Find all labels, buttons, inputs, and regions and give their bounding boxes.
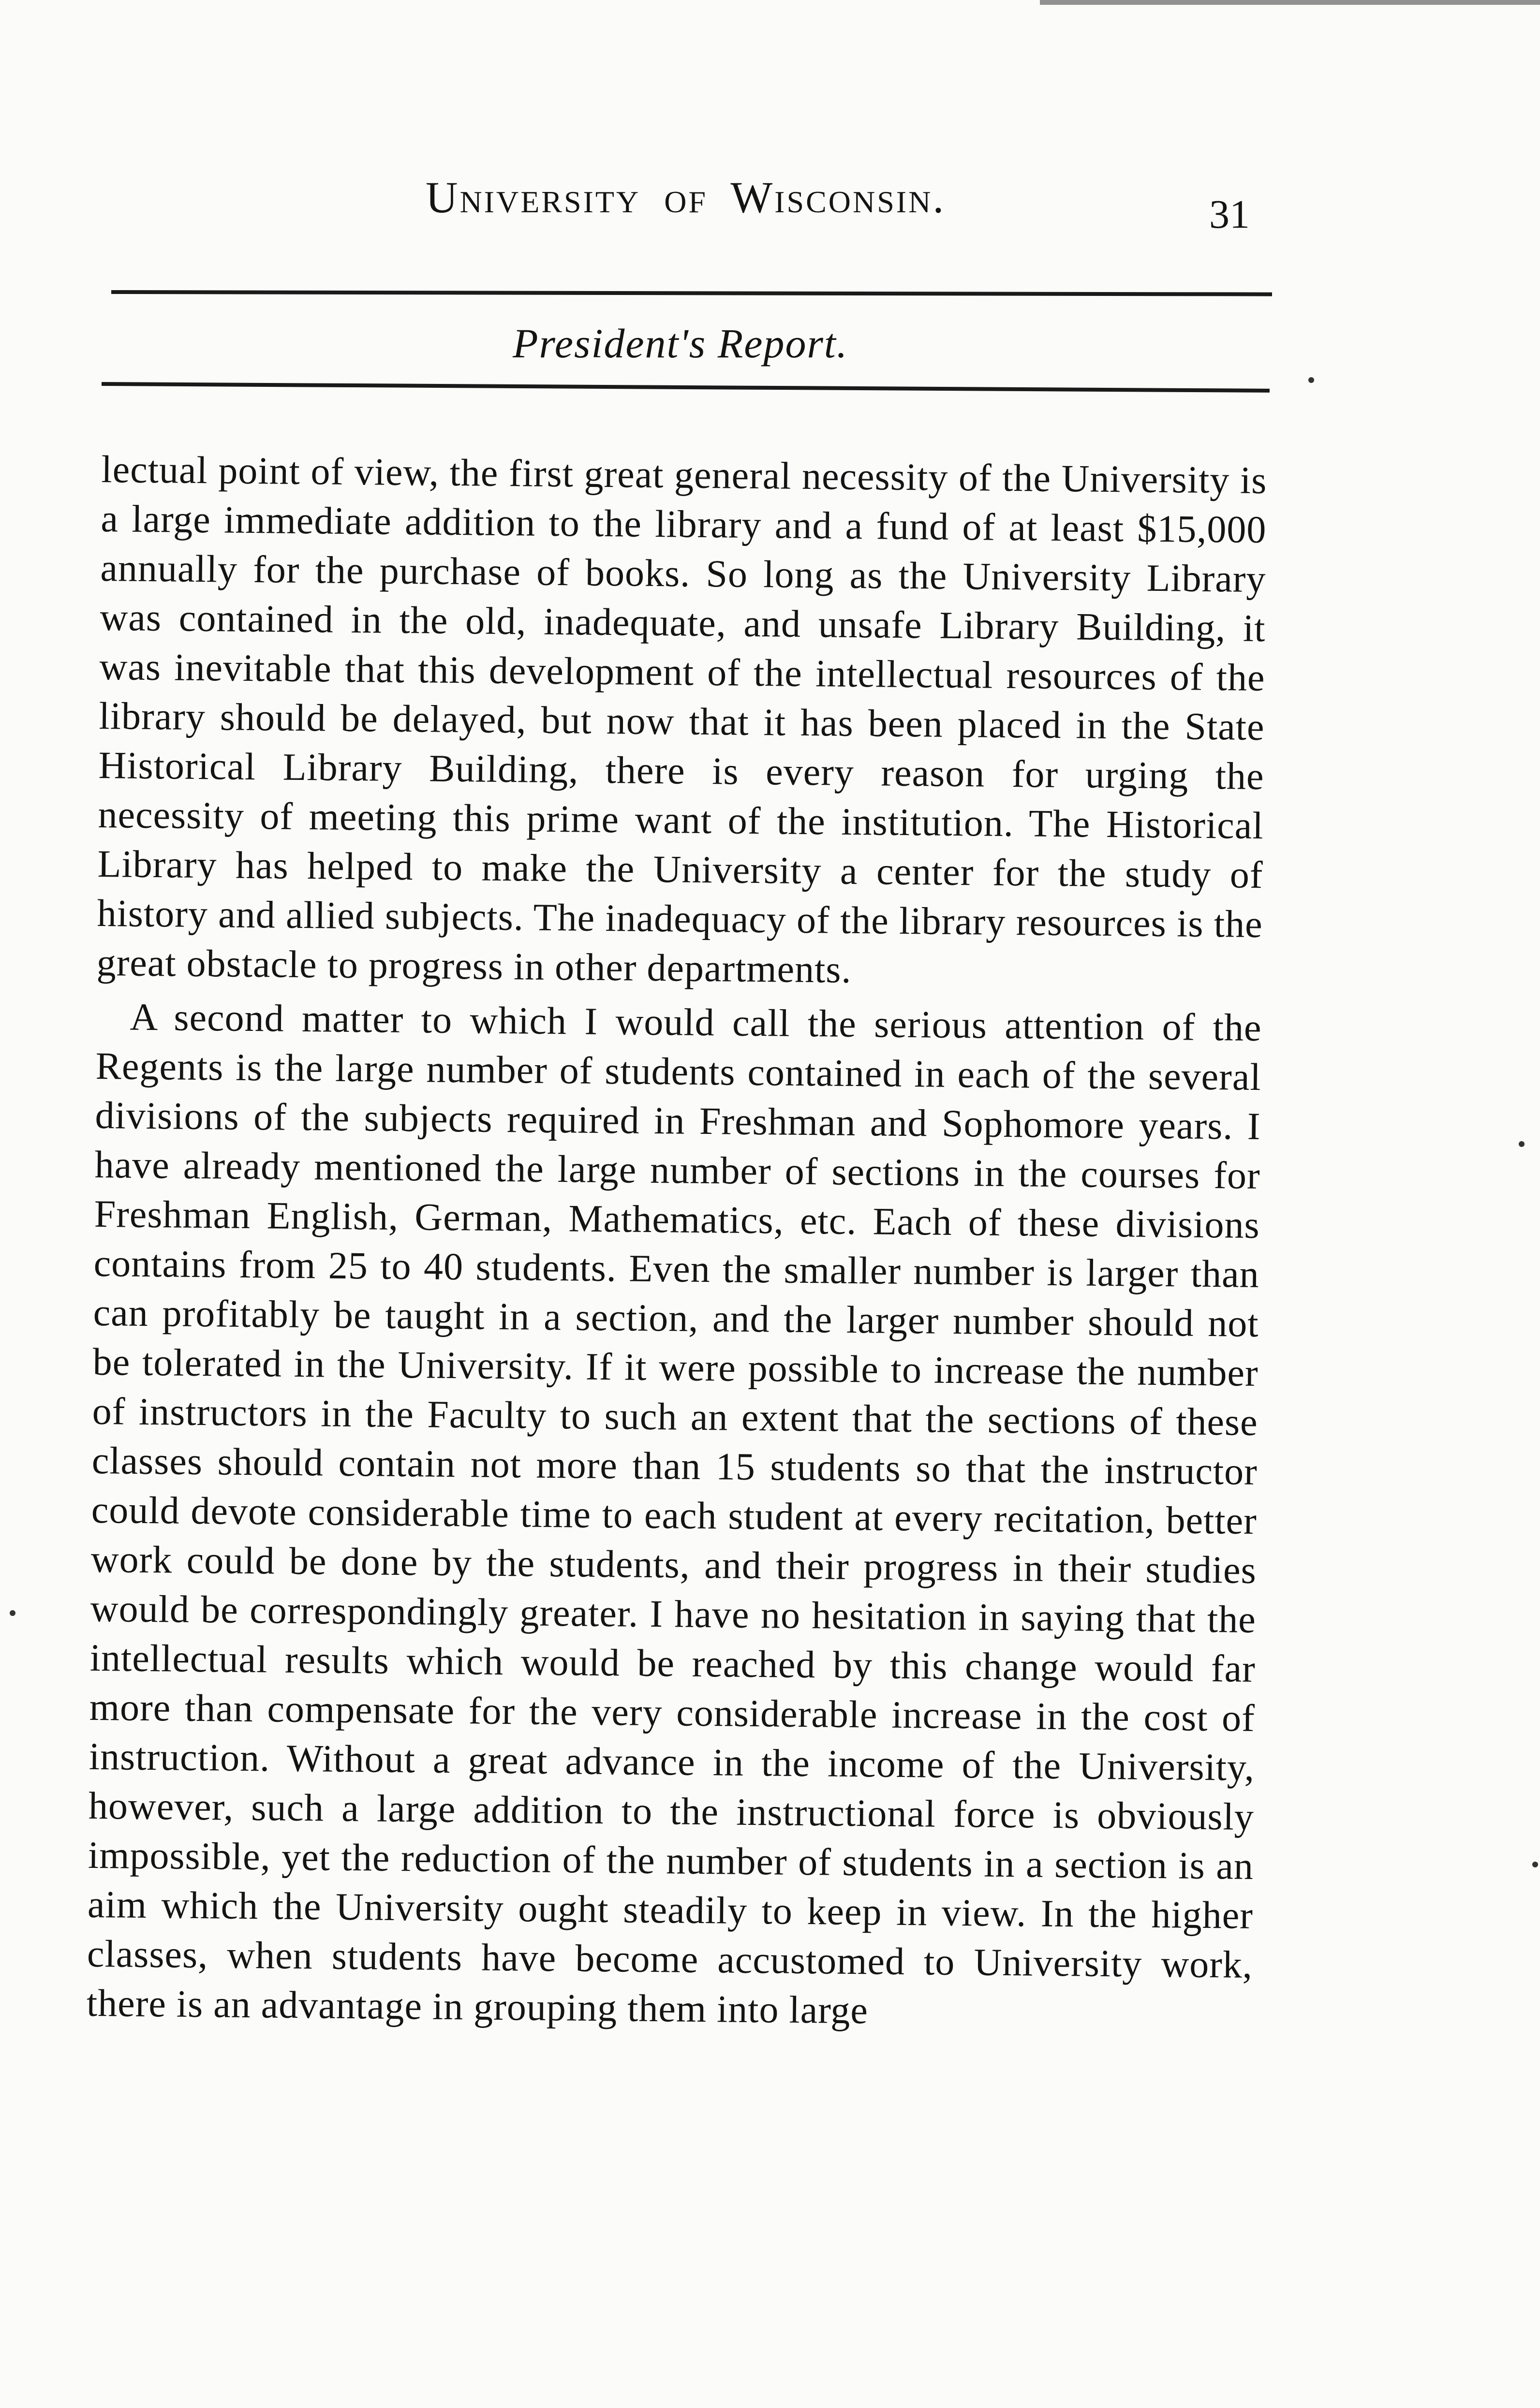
scan-speck (10, 1610, 15, 1616)
scan-speck (1308, 377, 1314, 383)
running-title: University of Wisconsin. (426, 173, 946, 222)
header-rule-bottom (102, 382, 1270, 393)
scan-speck (1532, 1862, 1538, 1867)
header-rule-top (111, 290, 1272, 296)
paragraph-1: lectual point of view, the first great general necessity of the University is a large immediate addition to the library and a fund of at least $15,000 annually for the purchase of books. So long as the University Library was contained in the old, inadequate, and unsafe Library Building, it was inevitable that this development of the intellectual resources of the library should be delayed, but now that it has been placed in the State Historical Library Building, there is every reason for urging the necessity of meeting this prime want of the institution. The Historical Library has helped to make the University a center for the study of history and allied subjects. The inadequacy of the library resources is the great obstacle to progress in other departments. (96, 448, 1267, 991)
scan-edge-mark (1040, 0, 1540, 5)
page-number: 31 (1209, 192, 1250, 237)
body-text (87, 445, 1267, 2039)
section-title: President's Report. (513, 320, 848, 367)
paragraph-2: A second matter to which I would call the serious attention of the Regents is the large number of students contained in each of the several divisions of the subjects required in Freshman and Sophomore years. I have already mentioned the large number of sections in the courses for Freshman English, German, Mathematics, etc. Each of these divisions contains from 25 to 40 students. Even the smaller number is larger than can profitably be taught in a section, and the larger number should not be tolerated in the University. If it were possible to increase the number of instructors in the Faculty to such an extent that the sections of these classes should contain not more than 15 students so that the instructor could devote considerable time to each student at every recitation, better work could be done by the students, and their progress in their studies would be correspondingly greater. I have no hesitation in saying that the intellectual results which would be reached by this change would far more than compensate for the very considerable increase in the cost of instruction. Without a great advance in the income of the University, however, such a large addition to the instructional force is obviously impossible, yet the reduction of the number of students in a section is an aim which the University ought steadily to keep in view. In the higher classes, when students have become accustomed to University work, there is an advantage in grouping them into large (86, 996, 1262, 2032)
scan-speck (1519, 1141, 1525, 1147)
